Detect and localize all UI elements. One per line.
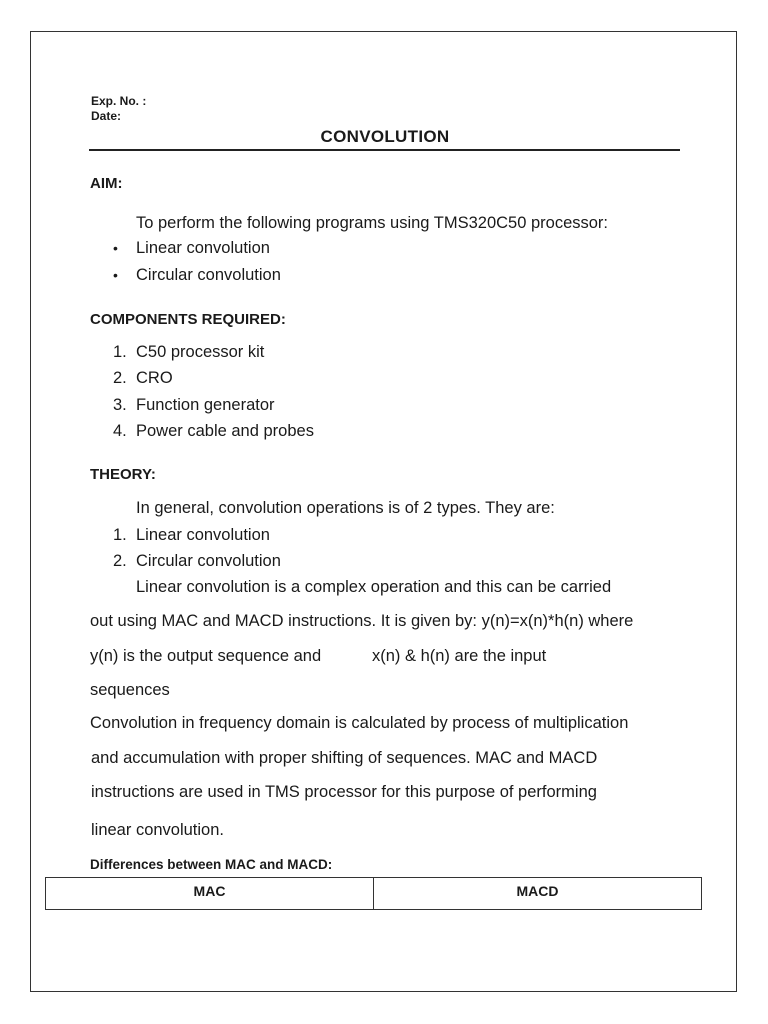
aim-bullet-1: Linear convolution	[136, 239, 270, 257]
component-item: CRO	[136, 369, 173, 387]
theory-item: Linear convolution	[136, 526, 270, 544]
theory-paragraph-line: and accumulation with proper shifting of sequences. MAC and MACD	[91, 749, 598, 767]
table-header-row	[46, 878, 702, 910]
theory-paragraph-line: y(n) is the output sequence and	[90, 647, 322, 665]
aim-intro: To perform the following programs using TMS320C50 processor:	[136, 214, 608, 232]
theory-paragraph-line: Convolution in frequency domain is calculated by process of multiplication	[90, 714, 629, 732]
differences-table	[45, 877, 702, 910]
aim-heading: AIM:	[90, 175, 123, 192]
theory-intro: In general, convolution operations is of 2 types. They are:	[136, 499, 555, 517]
theory-paragraph-line: sequences	[90, 681, 170, 699]
list-number: 2.	[113, 552, 127, 570]
table-header-cell-mac: MAC	[46, 878, 374, 910]
list-number: 2.	[113, 369, 127, 387]
theory-paragraph-line: Linear convolution is a complex operation and this can be carried	[136, 578, 612, 596]
list-number: 1.	[113, 526, 127, 544]
table-header-cell-macd: MACD	[374, 878, 702, 910]
list-number: 3.	[113, 396, 127, 414]
aim-bullet-2: Circular convolution	[136, 266, 281, 284]
theory-item: Circular convolution	[136, 552, 281, 570]
component-item: Function generator	[136, 396, 275, 414]
theory-paragraph-line: x(n) & h(n) are the input	[372, 647, 547, 665]
list-number: 1.	[113, 343, 127, 361]
exp-no-label: Exp. No. :	[91, 94, 147, 108]
theory-paragraph-line: instructions are used in TMS processor for this purpose of performing	[91, 783, 597, 801]
components-heading: COMPONENTS REQUIRED:	[90, 311, 286, 328]
title-underline	[89, 149, 680, 151]
bullet-icon: •	[113, 267, 118, 283]
component-item: C50 processor kit	[136, 343, 265, 361]
differences-heading: Differences between MAC and MACD:	[90, 857, 333, 872]
page-title: CONVOLUTION	[320, 127, 450, 146]
theory-paragraph-line: out using MAC and MACD instructions. It is given by: y(n)=x(n)*h(n) where	[90, 612, 634, 630]
bullet-icon: •	[113, 240, 118, 256]
theory-heading: THEORY:	[90, 466, 156, 483]
list-number: 4.	[113, 422, 127, 440]
date-label: Date:	[91, 109, 122, 123]
theory-paragraph-line: linear convolution.	[91, 821, 224, 839]
component-item: Power cable and probes	[136, 422, 314, 440]
